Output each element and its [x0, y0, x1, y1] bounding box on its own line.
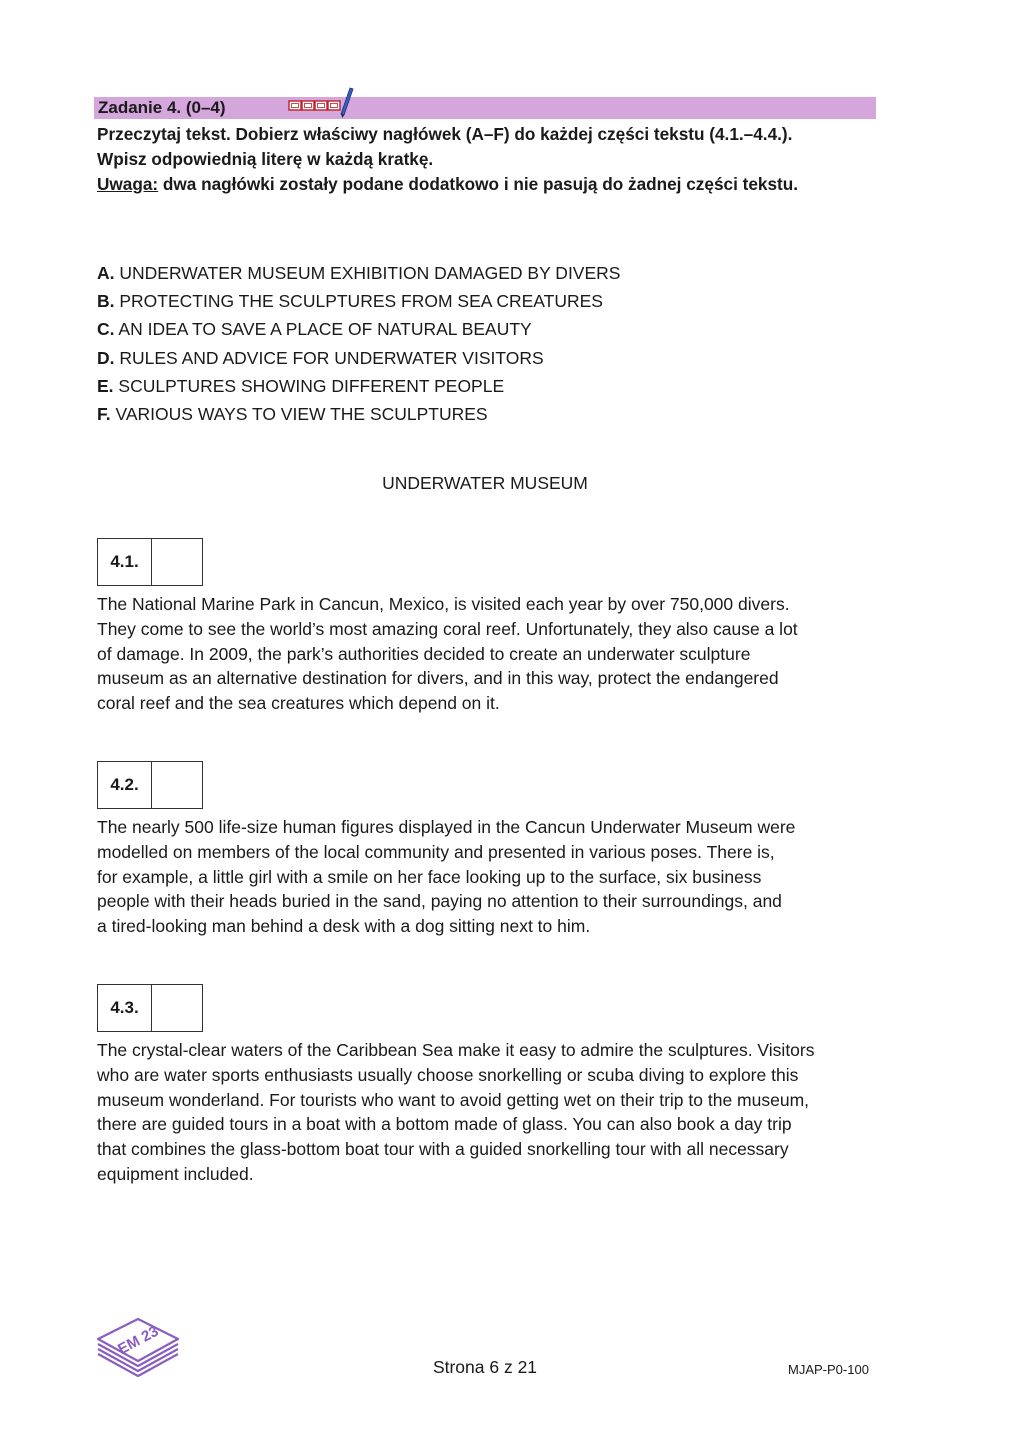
heading-text: RULES AND ADVICE FOR UNDERWATER VISITORS — [119, 347, 544, 368]
paragraph-line: people with their heads buried in the sand, paying no attention to their surroundings, and — [97, 891, 782, 912]
document-code: MJAP-P0-100 — [788, 1362, 869, 1377]
paragraph-line: The nearly 500 life-size human figures displayed in the Cancun Underwater Museum were — [97, 817, 796, 837]
instruction-note — [97, 172, 897, 197]
heading-text: AN IDEA TO SAVE A PLACE OF NATURAL BEAUTY — [118, 319, 532, 340]
heading-option — [97, 400, 620, 428]
logo-text: EM 23 — [115, 1322, 162, 1359]
heading-letter: D. — [97, 347, 115, 368]
paragraph-line: of damage. In 2009, the park’s authorities decided to create an underwater sculpture — [97, 643, 751, 664]
paragraph-line: a tired-looking man behind a desk with a dog sitting next to him. — [97, 916, 591, 937]
section-paragraph-4-3 — [97, 1038, 887, 1187]
section-number: 4.1. — [98, 539, 152, 585]
heading-text: SCULPTURES SHOWING DIFFERENT PEOPLE — [118, 375, 505, 396]
heading-option — [97, 287, 620, 315]
answer-box-4-3 — [97, 984, 203, 1032]
heading-letter: C. — [97, 319, 115, 340]
instruction-line-2: Wpisz odpowiednią literę w każdą kratkę. — [97, 149, 434, 169]
paragraph-line: for example, a little girl with a smile on her face looking up to the surface, six business — [97, 866, 762, 887]
paragraph-line: coral reef and the sea creatures which depend on it. — [97, 693, 500, 714]
paragraph-line: who are water sports enthusiasts usually choose snorkelling or scuba diving to explore this — [97, 1064, 799, 1085]
article-title: UNDERWATER MUSEUM — [382, 473, 588, 493]
paragraph-line: there are guided tours in a boat with a bottom made of glass. You can also book a day trip — [97, 1114, 792, 1135]
paragraph-line: that combines the glass-bottom boat tour with a guided snorkelling tour with all necessary — [97, 1139, 789, 1160]
paragraph-line: The crystal-clear waters of the Caribbean Sea make it easy to admire the sculptures. Visitors — [97, 1040, 815, 1060]
heading-option — [97, 259, 620, 287]
heading-option — [97, 344, 620, 372]
section-number: 4.3. — [98, 985, 152, 1031]
heading-option — [97, 315, 620, 343]
heading-letter: E. — [97, 375, 114, 396]
section-paragraph-4-1 — [97, 592, 887, 716]
heading-letter: B. — [97, 291, 115, 312]
task-instructions — [97, 122, 897, 197]
paragraph-line: modelled on members of the local community and presented in various poses. There is, — [97, 841, 775, 862]
heading-text: VARIOUS WAYS TO VIEW THE SCULPTURES — [115, 404, 488, 425]
answer-box-4-1 — [97, 538, 203, 586]
paragraph-line: museum as an alternative destination for divers, and in this way, protect the endangered — [97, 668, 779, 689]
paragraph-line: museum wonderland. For tourists who want to avoid getting wet on their trip to the museum, — [97, 1089, 810, 1110]
instruction-line-1: Przeczytaj tekst. Dobierz właściwy nagłówek (A–F) do każdej części tekstu (4.1.–4.4.). — [97, 124, 793, 144]
note-text: dwa nagłówki zostały podane dodatkowo i nie pasują do żadnej części tekstu. — [158, 174, 799, 194]
heading-text: PROTECTING THE SCULPTURES FROM SEA CREATURES — [119, 291, 603, 312]
heading-letter: F. — [97, 404, 111, 425]
page-number: Strona 6 z 21 — [432, 1357, 538, 1377]
four-checkboxes-pen-icon — [286, 85, 356, 124]
paragraph-line: They come to see the world’s most amazing coral reef. Unfortunately, they also cause a lot — [97, 618, 798, 639]
answer-box-4-2 — [97, 761, 203, 809]
task-header-bar — [94, 97, 876, 119]
heading-letter: A. — [97, 263, 115, 283]
headings-list — [97, 259, 620, 428]
answer-cell[interactable] — [152, 985, 202, 1031]
section-number: 4.2. — [98, 762, 152, 808]
heading-option — [97, 372, 620, 400]
paragraph-line: The National Marine Park in Cancun, Mexico, is visited each year by over 750,000 divers. — [97, 594, 790, 614]
paragraph-line: equipment included. — [97, 1163, 254, 1184]
task-title: Zadanie 4. (0–4) — [98, 98, 226, 117]
answer-cell[interactable] — [152, 539, 202, 585]
section-paragraph-4-2 — [97, 815, 887, 939]
note-label: Uwaga: — [97, 174, 159, 194]
answer-cell[interactable] — [152, 762, 202, 808]
heading-text: UNDERWATER MUSEUM EXHIBITION DAMAGED BY DIVERS — [119, 263, 621, 283]
